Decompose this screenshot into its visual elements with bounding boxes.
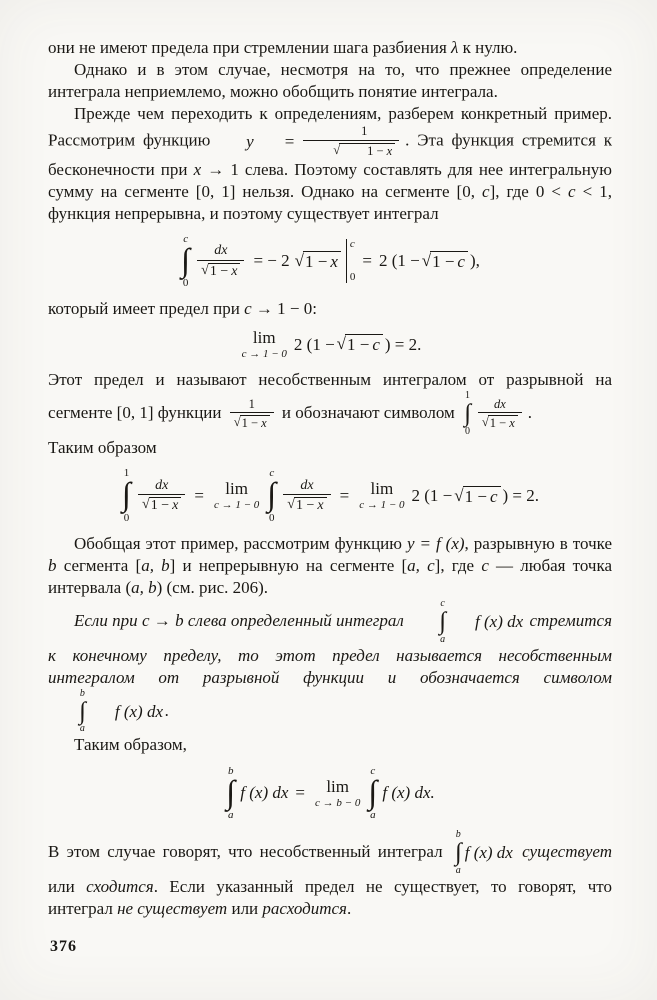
integrand: f (x) dx [475, 611, 524, 631]
paragraph-intro [48, 37, 612, 59]
radicand-variable: c [489, 486, 498, 506]
sqrt-radical [295, 251, 341, 272]
lower-limit: 0 [349, 271, 356, 284]
text-run: ], где 0 < [489, 181, 569, 201]
upper-limit: c [269, 467, 275, 480]
sqrt-radical [454, 486, 500, 507]
math-expression: a, c [407, 555, 435, 575]
math-variable: x [193, 159, 202, 179]
paragraph-generalize [48, 59, 612, 103]
radicand-variable: x [317, 497, 324, 513]
radicand-number: 1 − [305, 252, 328, 272]
upper-limit: c [370, 764, 376, 777]
text-run: сегмента [ [56, 555, 142, 575]
text-run: Обобщая этот пример, рассмотрим функцию [74, 533, 407, 553]
integral-sign: ∫ [121, 477, 132, 514]
integral [455, 830, 462, 876]
emphasized-term: существует [522, 841, 613, 861]
evaluation-bar [346, 239, 356, 283]
lower-limit: a [440, 633, 446, 645]
paragraph-thus [48, 437, 612, 459]
formula-full-definition-example [48, 468, 612, 523]
integral-sign: ∫ [267, 477, 277, 514]
text-run: стремится к конечному пределу, то этот предел называется несобственным интегралом от разрывной функции и обозначается символом [48, 610, 612, 687]
text-run: . Эта функция стремится к бесконечности при [48, 130, 612, 179]
lower-limit: 0 [123, 511, 130, 524]
text-run: < 1, функция непрерывна, и поэтому существует интеграл [48, 181, 612, 223]
integral-sign: ∫ [226, 774, 236, 811]
fraction [478, 398, 522, 431]
radicand-variable: x [330, 252, 338, 272]
text-run: В этом случае говорят, что несобственный интеграл [48, 841, 450, 861]
radicand-number: 1 − [432, 252, 455, 272]
lim-word: lim [370, 479, 394, 499]
sqrt-radical [287, 497, 326, 514]
math-variable: c [481, 555, 489, 575]
lower-limit: a [370, 808, 376, 821]
paragraph-convergence [48, 830, 612, 920]
integrand: f (x) dx. [382, 783, 435, 803]
radicand-variable: x [172, 497, 179, 513]
lim-subscript: c → b − 0 [315, 796, 361, 809]
lower-limit: a [79, 723, 85, 735]
integral [267, 468, 276, 523]
integral [368, 766, 377, 821]
radicand-variable: x [509, 416, 515, 431]
radicand-variable: x [261, 416, 267, 431]
formula-limit-value [48, 329, 612, 360]
radicand-number: 1 − [209, 263, 229, 279]
numerator: dx [155, 477, 169, 493]
math-expression: a, b [141, 555, 170, 575]
radicand-variable: c [457, 252, 465, 272]
upper-limit: b [228, 764, 234, 777]
paragraph-thus-2 [48, 734, 612, 756]
radicand-variable: c [372, 335, 380, 355]
integral [226, 766, 235, 821]
sqrt-radical [482, 415, 518, 430]
radical-sign: √ [142, 496, 150, 512]
upper-limit: c [183, 232, 189, 245]
radical-sign: √ [233, 415, 241, 430]
sqrt-radical [201, 263, 240, 280]
limit [242, 329, 287, 360]
text-run: который имеет предел при [48, 299, 245, 319]
integral-sign: ∫ [79, 697, 86, 725]
integrand: f (x) dx [114, 701, 163, 721]
equals-sign: = [194, 485, 204, 505]
text-run: Если при c → b слева определенный интеграл [74, 610, 409, 630]
text-run: Таким образом, [74, 735, 187, 755]
text-run: ) (см. рис. 206). [156, 577, 269, 597]
equals-sign: = [339, 485, 350, 505]
upper-limit: c [440, 597, 445, 609]
numerator: dx [214, 243, 228, 259]
paragraph-definition-symbol [48, 369, 612, 437]
formula-integral-0-c [48, 234, 612, 289]
text-run: к нулю. [458, 38, 518, 57]
integral-sign: ∫ [454, 838, 462, 866]
emphasized-term: не существует [117, 898, 228, 918]
math-run: ) = 2. [502, 485, 539, 505]
text-run: . [527, 403, 533, 423]
text-run: . Если указанный предел не существует, то говорят, что интеграл [48, 876, 612, 918]
radicand-variable: x [386, 144, 393, 159]
paragraph-theorem-definition [48, 599, 612, 735]
upper-limit: b [455, 828, 461, 840]
integrand: f (x) dx [464, 842, 513, 862]
text-run: Однако и в этом случае, несмотря на то, что прежнее определение интеграла неприемлемо, можно обобщить понятие интеграла. [48, 60, 612, 102]
sqrt-radical [422, 251, 468, 272]
lim-subscript: c → 1 − 0 [213, 499, 260, 512]
math-variable: b [48, 555, 57, 575]
upper-limit: b [79, 687, 85, 699]
integral [464, 391, 471, 437]
integral [413, 599, 446, 645]
radicand-number: 1 − [241, 416, 259, 431]
text-run: — любая точка интервала ( [48, 555, 613, 597]
text-run: ] и непрерывную на сегменте [ [169, 555, 408, 575]
lower-limit: a [228, 808, 234, 821]
lim-subscript: c → 1 − 0 [241, 348, 287, 361]
text-run: они не имеют предела при стремлении шага разбиения [48, 38, 452, 57]
lim-word: lim [252, 328, 276, 348]
text-run: → 1 − 0: [251, 299, 317, 319]
text-run: . [165, 700, 170, 720]
fraction [303, 125, 399, 158]
radicand-variable: x [231, 263, 238, 279]
text-run: Этот предел и называют несобственным интегралом от разрывной на сегменте [0, 1] функции [48, 370, 612, 423]
math-run: ) = 2. [384, 334, 422, 354]
math-variable: c [244, 299, 252, 319]
radical-sign: √ [333, 143, 341, 158]
lim-word: lim [225, 479, 248, 499]
formula-general-definition [48, 766, 612, 821]
lower-limit: 0 [464, 426, 470, 438]
integral-sign: ∫ [464, 400, 471, 428]
radicand-number: 1 − [464, 486, 487, 506]
lim-subscript: c → 1 − 0 [359, 499, 405, 512]
inline-integral-a-c [410, 599, 523, 645]
limit [359, 480, 404, 511]
paragraph-limit-statement [48, 298, 612, 320]
upper-limit: c [349, 238, 355, 251]
lim-word: lim [326, 776, 349, 796]
equals-sign: = [295, 783, 306, 803]
fraction [283, 478, 330, 514]
lower-limit: 0 [182, 277, 189, 290]
text-run: Таким образом [48, 438, 157, 458]
text-run: или [227, 898, 263, 918]
radical-sign: √ [201, 262, 209, 278]
fraction [138, 478, 185, 514]
radicand-number: 1 − [367, 144, 384, 159]
text-run: или [48, 876, 87, 896]
limit [315, 778, 360, 809]
sqrt-radical [337, 334, 383, 355]
radicand-number: 1 − [295, 497, 315, 513]
text-run: ], где [434, 555, 482, 575]
math-expression: a, b [131, 577, 157, 597]
integral-sign: ∫ [439, 607, 447, 635]
lambda-variable: λ [451, 38, 459, 57]
math-run: 2 (1 − [293, 334, 335, 354]
integral [122, 468, 131, 523]
text-run: и обозначают символом [277, 403, 460, 423]
lower-limit: 0 [269, 511, 275, 524]
upper-limit: 1 [123, 467, 130, 480]
inline-function-formula [220, 125, 403, 158]
radical-sign: √ [421, 251, 432, 271]
radical-sign: √ [481, 415, 489, 430]
text-run: Прежде чем переходить к определениям, разберем конкретный пример. Рассмотрим функцию [48, 104, 612, 150]
math-variable: c [568, 181, 576, 201]
fraction [197, 243, 244, 279]
lower-limit: a [455, 864, 461, 876]
integral-sign: ∫ [181, 242, 191, 279]
numerator: 1 [361, 124, 368, 139]
equals-sign: = [362, 251, 372, 271]
limit [214, 480, 259, 511]
inline-integral-0-1 [461, 391, 526, 437]
paragraph-generalization [48, 533, 612, 599]
inline-integral-a-b [452, 830, 513, 876]
numerator: dx [493, 396, 506, 411]
numerator: 1 [248, 396, 255, 411]
integrand: f (x) dx [240, 783, 289, 803]
sqrt-radical [142, 497, 181, 514]
text-run: , разрывную в точке [464, 533, 613, 553]
numerator: dx [300, 477, 314, 493]
math-run: 2 (1 − [411, 485, 453, 505]
equals-minus-two: = − 2 [253, 251, 290, 271]
upper-limit: 1 [464, 390, 470, 402]
integral [53, 689, 86, 735]
sqrt-radical [307, 143, 395, 158]
equals-sign: = [284, 131, 295, 151]
text-run: . [346, 898, 352, 918]
radical-sign: √ [454, 485, 464, 505]
emphasized-term: расходится [262, 898, 347, 918]
integral [181, 234, 190, 289]
inline-integral-a-b [50, 689, 163, 735]
math-variable: y [246, 131, 254, 151]
radical-sign: √ [287, 496, 295, 512]
math-variable: c [482, 181, 490, 201]
paragraph-example [48, 103, 612, 225]
page-number: 376 [50, 938, 77, 956]
emphasized-term: сходится [86, 876, 154, 896]
fraction [230, 398, 274, 431]
math-run: 2 (1 − [378, 251, 420, 271]
math-expression: y = f (x) [406, 533, 465, 553]
text-run: → 1 слева. Поэтому составлять для нее интегральную сумму на сегменте [0, 1] нельзя. Однако на сегменте [0, [48, 159, 612, 201]
math-run: ), [469, 251, 480, 271]
radical-sign: √ [336, 334, 346, 354]
radicand-number: 1 − [347, 335, 370, 355]
sqrt-radical [234, 415, 270, 430]
radicand-number: 1 − [150, 497, 170, 513]
integral-sign: ∫ [368, 774, 378, 811]
radicand-number: 1 − [489, 416, 507, 431]
radical-sign: √ [294, 251, 304, 271]
